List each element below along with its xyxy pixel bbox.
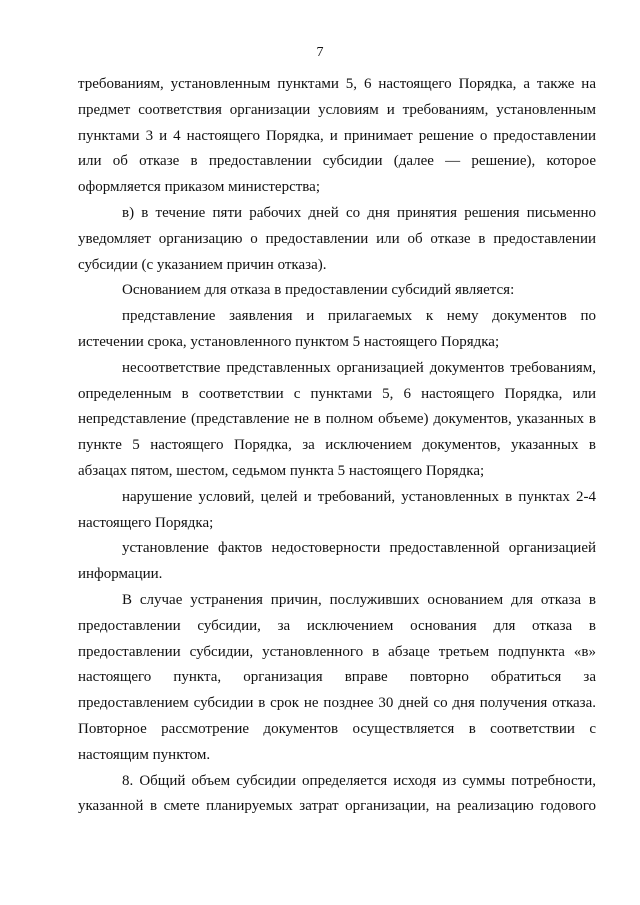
text-line: информации.: [78, 566, 163, 583]
text-line: субсидии (с указанием причин отказа).: [78, 256, 327, 273]
text-line: определенным в соответствии с пунктами 5, 6 настоящего Порядка, или: [78, 385, 596, 402]
text-line: или об отказе в предоставлении субсидии (далее — решение), которое: [78, 153, 596, 170]
text-line: оформляется приказом министерства;: [78, 179, 321, 196]
text-line: истечении срока, установленного пунктом 5 настоящего Порядка;: [78, 333, 500, 350]
text-line: установление фактов недостоверности предоставленной организацией: [122, 540, 596, 557]
text-line: Повторное рассмотрение документов осуществляется в соответствии с: [78, 720, 596, 737]
text-line: предоставлении субсидии, за исключением основания для отказа в: [78, 617, 596, 634]
text-line: настоящего Порядка;: [78, 514, 214, 531]
text-line: уведомляет организацию о предоставлении или об отказе в предоставлении: [78, 230, 596, 247]
text-line: предоставлении субсидии, установленного в абзаце третьем подпункта «в»: [78, 643, 596, 660]
text-line: абзацах пятом, шестом, седьмом пункта 5 настоящего Порядка;: [78, 462, 485, 479]
text-line: непредставление (представление не в полном объеме) документов, указанных в: [78, 411, 596, 428]
text-line: предмет соответствия организации условиям и требованиям, установленным: [78, 101, 596, 118]
text-line: представление заявления и прилагаемых к нему документов по: [122, 308, 596, 325]
text-line: Основанием для отказа в предоставлении субсидий является:: [122, 282, 515, 299]
text-line: 8. Общий объем субсидии определяется исходя из суммы потребности,: [122, 772, 596, 789]
text-line: предоставлением субсидии в срок не позднее 30 дней со дня получения отказа.: [78, 695, 596, 712]
text-line: настоящего пункта, организация вправе повторно обратиться за: [78, 669, 596, 686]
text-line: В случае устранения причин, послуживших основанием для отказа в: [122, 591, 596, 608]
text-line: указанной в смете планируемых затрат организации, на реализацию годового: [78, 798, 596, 815]
text-line: в) в течение пяти рабочих дней со дня принятия решения письменно: [122, 204, 596, 221]
text-line: нарушение условий, целей и требований, установленных в пунктах 2-4: [122, 488, 596, 505]
document-body: [78, 72, 596, 820]
text-line: настоящим пунктом.: [78, 746, 211, 763]
text-line: несоответствие представленных организацией документов требованиям,: [122, 359, 596, 376]
page-number: 7: [316, 45, 324, 60]
text-line: требованиям, установленным пунктами 5, 6 настоящего Порядка, а также на: [78, 76, 596, 92]
text-line: пункте 5 настоящего Порядка, за исключением документов, указанных в: [78, 437, 596, 454]
text-line: пунктами 3 и 4 настоящего Порядка, и принимает решение о предоставлении: [78, 127, 596, 144]
